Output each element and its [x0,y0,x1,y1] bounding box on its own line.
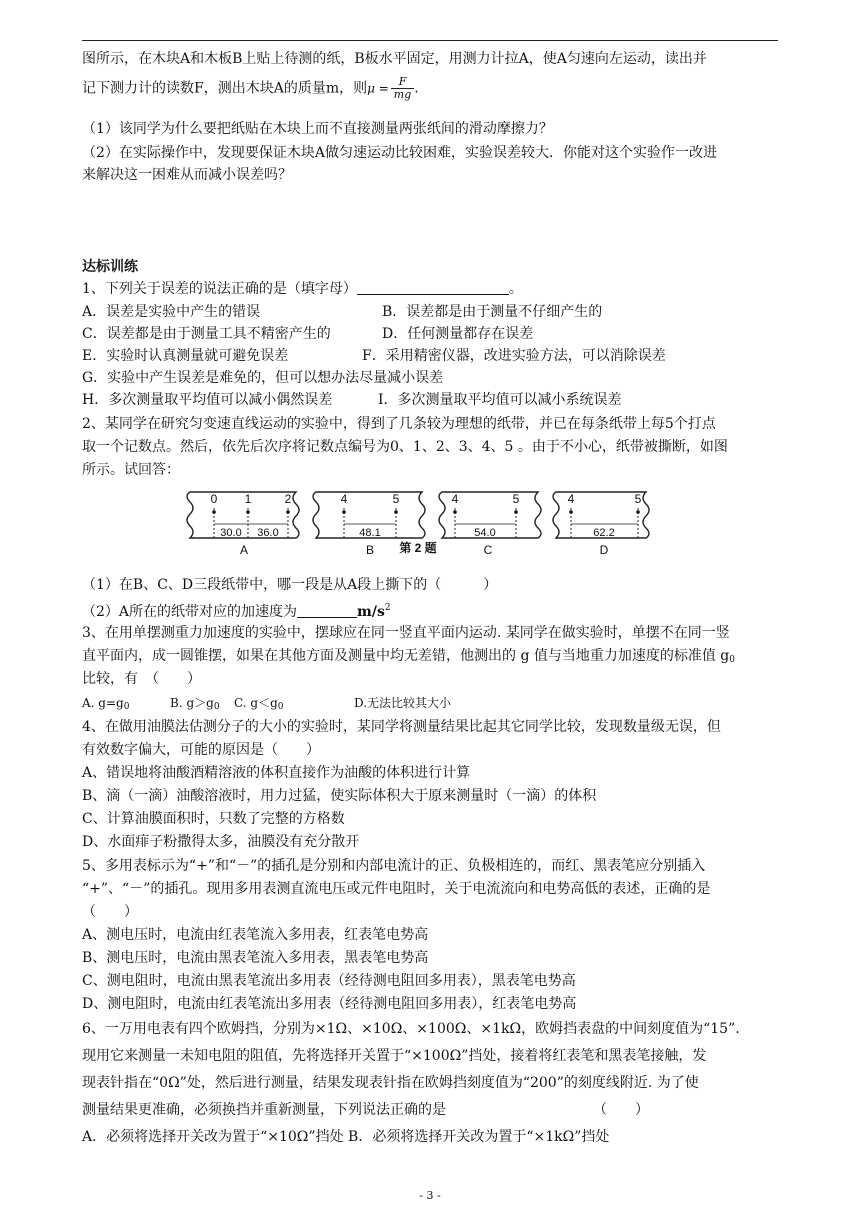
q1-option-g: G．实验中产生误差是难免的，但可以想办法尽量减小误差 [82,370,444,386]
q2-sub-2-text: （2）A所在的纸带对应的加速度为 [82,604,298,620]
subscript-zero: 0 [123,702,130,712]
tape-a-interval-value: 36.0 [257,527,279,539]
figure-caption: 第 2 题 [399,541,437,555]
tape-a-mark-label: 1 [244,492,252,506]
q1-answer-blank [357,280,509,295]
q1-option-i: I．多次测量取平均值可以减小系统误差 [378,392,622,408]
q4-line-2: 有效数字偏大，可能的原因是（ ） [82,742,320,758]
q5-line-1: 5、多用表标示为“+”和“－”的插孔是分别和内部电流计的正、负极相连的，而红、黑表笔应分别插入 [82,858,706,874]
tape-d-mark-label: 5 [634,492,642,506]
tape-c-mark-label: 4 [451,492,459,506]
tape-c-label: C [483,543,493,557]
tape-a-label: A [239,543,249,557]
q2-line-3: 所示。试回答： [82,462,180,478]
q1-option-row [82,323,782,345]
q5-option-b: B、测电压时，电流由黑表笔流入多用表，黑表笔电势高 [82,950,429,966]
q1-option-a: A．误差是实验中产生的错误 [82,304,261,320]
q2-sub-2 [82,597,782,623]
tape-b-mark-label: 4 [340,492,348,506]
formula-fraction [391,76,414,101]
q4-option-b: B、滴（一滴）油酸溶液时，用力过猛，使实际体积大于原来测量时（一滴）的体积 [82,788,597,804]
q6-line-4: 测量结果更准确，必须换挡并重新测量，下列说法正确的是 （ ） [82,1102,649,1118]
tape-dot [394,510,398,514]
q1-option-e: E．实验时认真测量就可避免误差 [82,348,289,364]
q1-options [82,301,782,411]
q1-option-h: H．多次测量取平均值可以减小偶然误差 [82,392,333,408]
q5-line-3: （ ） [82,904,138,920]
q3-option-b [170,692,234,718]
tape-b-label: B [365,543,375,557]
q6-line-5: A．必须将选择开关改为置于“×10Ω”挡处 B．必须将选择开关改为置于“×1kΩ”挡处 [82,1129,610,1145]
q5-option-a: A、测电压时，电流由红表笔流入多用表，红表笔电势高 [82,927,429,943]
q1-stem-text: 1、下列关于误差的说法正确的是（填字母） [82,281,357,297]
q3-line-1: 3、在用单摆测重力加速度的实验中，摆球应在同一竖直平面内运动. 某同学在做实验时，单摆不在同一竖 [82,625,730,641]
q2-answer-blank [297,603,357,618]
q2-unit-exponent: 2 [384,603,391,613]
q5-line-2: “+”、“－”的插孔。现用多用表测直流电压或元件电阻时，关于电流流向和电势高低的表述，正确的是 [82,881,711,897]
formula-numerator: F [391,76,414,89]
paper-tape-figure [184,490,654,574]
subscript-zero: 0 [213,702,220,712]
tape-dot [342,510,346,514]
tape-d-label: D [599,543,609,557]
q4-option-d: D、水面痱子粉撒得太多，油膜没有充分散开 [82,834,360,850]
tape-dot [636,510,640,514]
q2-sub-1: （1）在B、C、D三段纸带中，哪一段是从A段上撕下的（ ） [82,577,498,593]
section-title: 达标训练 [82,259,138,275]
tape-a-mark-label: 0 [210,492,218,506]
tape-dot [514,510,518,514]
q3-option-c [234,692,354,718]
q3-option-b-text: B. g＞g [170,696,214,710]
q3-options [82,692,782,718]
q3-option-a [82,692,170,718]
tape-dot [453,510,457,514]
tape-dot [569,510,573,514]
paper-tape-svg [184,490,654,570]
tape-a-mark-label: 2 [284,492,292,506]
q1-option-row [82,367,782,389]
q6-line-3: 现表针指在“0Ω”处，然后进行测量，结果发现表针指在欧姆挡刻度值为“200”的刻度线附近. 为了使 [82,1075,699,1091]
q6-line-2: 现用它来测量一未知电阻的阻值，先将选择开关置于“×100Ω”挡处，接着将红表笔和黑表笔接触，发 [82,1048,707,1064]
q3-option-c-text: C. g＜g [234,696,278,710]
q3-option-d: D.无法比较其大小 [354,696,452,710]
q1-option-row [82,389,782,411]
tape-a-outline [187,492,299,538]
tape-dot [286,510,290,514]
tape-d-mark-label: 4 [567,492,575,506]
intro-line-1: 图所示，在木块A和木板B上贴上待测的纸，B板水平固定，用测力计拉A，使A匀速向左运动，读出并 [82,51,707,67]
tape-c-mark-label: 5 [512,492,520,506]
q6-line-1: 6、一万用电表有四个欧姆挡，分别为×1Ω、×10Ω、×100Ω、×1kΩ，欧姆挡表盘的中间刻度值为“15”. [82,1021,740,1037]
q3-line-2-text: 直平面内，成一圆锥摆，如果在其他方面及测量中均无差错，他测出的 g 值与当地重力加速度的标准值 g [82,648,730,664]
q5-option-d: D、测电阻时，电流由红表笔流出多用表（经待测电阻回多用表），红表笔电势高 [82,996,577,1012]
q2-unit: m/s [357,604,385,620]
tape-b-interval-value: 48.1 [359,527,381,539]
formula-denominator: mg [393,88,412,101]
q3-line-3: 比较，有 （ ） [82,671,201,687]
intro-line-2-end: . [414,80,419,97]
tape-b-mark-label: 5 [392,492,400,506]
q2-line-2: 取一个记数点。然后，依先后次序将记数点编号为0、1、2、3、4、5 。由于不小心，纸带被撕断，如图 [82,439,728,455]
intro-line-2-text: 记下测力计的读数F，测出木块A的质量m，则 [82,80,368,97]
intro-question-1: （1）该同学为什么要把纸贴在木块上而不直接测量两张纸间的滑动摩擦力？ [82,121,553,137]
q1-stem [82,278,782,300]
q3-option-a-text: A. g=g [82,696,124,710]
q2-line-1: 2、某同学在研究匀变速直线运动的实验中，得到了几条较为理想的纸带，并已在每条纸带上每5个打点 [82,416,716,432]
intro-question-2a: （2）在实际操作中，发现要保证木块A做匀速运动比较困难，实验误差较大．你能对这个实验作一改进 [82,145,718,161]
tape-a-interval-value: 30.0 [220,527,242,539]
page-number: - 3 - [419,1189,441,1202]
tape-dot [246,510,250,514]
q4-line-1: 4、在做用油膜法估测分子的大小的实验时，某同学将测量结果比起其它同学比较，发现数量级无误，但 [82,719,721,735]
subscript-zero: 0 [277,702,284,712]
q1-stem-end: 。 [508,281,523,297]
q4-option-a: A、错误地将油酸酒精溶液的体积直接作为油酸的体积进行计算 [82,765,471,781]
tape-dot [212,510,216,514]
intro-question-2b: 来解决这一困难从而减小误差吗？ [82,167,292,183]
tape-c-interval-value: 54.0 [474,527,496,539]
q1-option-f: F．采用精密仪器，改进实验方法，可以消除误差 [362,348,666,364]
q3-line-2-subscript: 0 [729,655,736,665]
q1-option-c: C．误差都是由于测量工具不精密产生的 [82,326,331,342]
q5-option-c: C、测电阻时，电流由黑表笔流出多用表（经待测电阻回多用表），黑表笔电势高 [82,973,576,989]
q1-option-d: D．任何测量都存在误差 [382,326,534,342]
q1-option-b: B．误差都是由于测量不仔细产生的 [382,304,603,320]
tape-d-interval-value: 62.2 [593,527,615,539]
q1-option-row [82,301,782,323]
q1-option-row [82,345,782,367]
header-rule [82,40,778,41]
intro-line-2 [82,76,782,101]
formula-lhs: μ = [367,81,389,96]
q4-option-c: C、计算油膜面积时，只数了完整的方格数 [82,811,345,827]
